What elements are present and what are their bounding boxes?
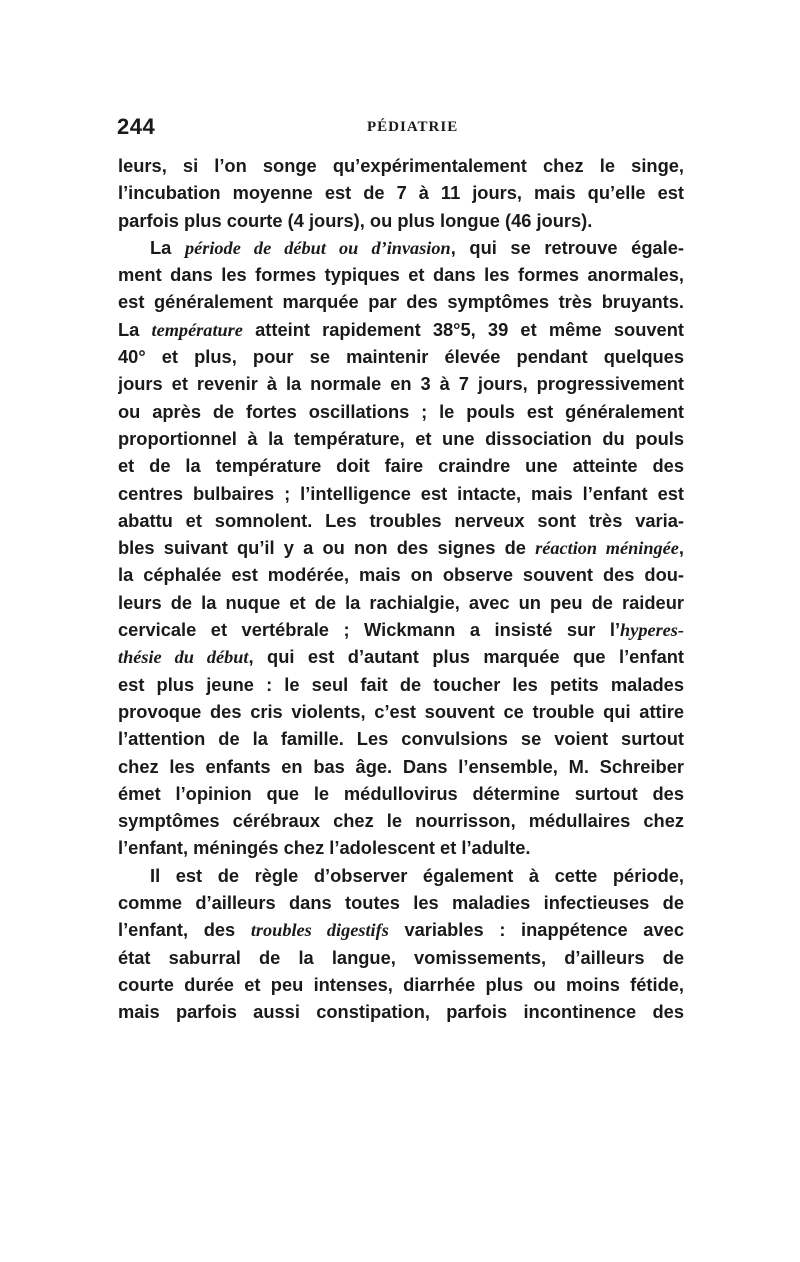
text-line <box>118 916 684 943</box>
text-line <box>118 725 684 752</box>
text-run: parfois plus courte (4 jours), ou plus longue (46 jours). <box>118 209 593 231</box>
text-run: mais parfois aussi constipation, parfois incontinence des <box>118 1001 684 1023</box>
text-line <box>118 616 684 643</box>
text-run: chez les enfants en bas âge. Dans l’ensemble, M. Schreiber <box>118 755 684 777</box>
text-line <box>118 807 684 834</box>
page-number: 244 <box>117 114 156 139</box>
text-run: leurs, si l’on songe qu’expérimentalement chez le singe, <box>118 155 684 176</box>
text-line <box>118 316 684 343</box>
text-run: abattu et somnolent. Les troubles nerveux sont très varia- <box>118 509 684 531</box>
italic-run: réaction méningée <box>535 538 679 559</box>
text-line <box>118 288 684 315</box>
text-run: 40° et plus, pour se maintenir élevée pendant quelques <box>118 346 684 368</box>
text-line <box>118 944 684 971</box>
text-line <box>118 643 684 670</box>
text-line <box>118 753 684 780</box>
text-line <box>118 152 684 179</box>
text-run: courte durée et peu intenses, diarrhée plus ou moins fétide, <box>118 973 684 995</box>
text-line <box>118 671 684 698</box>
text-run: ment dans les formes typiques et dans les formes anormales, <box>118 264 684 286</box>
italic-run: thésie du début <box>118 647 249 668</box>
text-run: La <box>118 318 152 340</box>
text-run: comme d’ailleurs dans toutes les maladies infectieuses de <box>118 892 684 914</box>
text-run: l’incubation moyenne est de 7 à 11 jours, mais qu’elle est <box>118 182 684 204</box>
text-line <box>118 561 684 588</box>
text-run: leurs de la nuque et de la rachialgie, avec un peu de raideur <box>118 591 684 613</box>
text-run: est plus jeune : le seul fait de toucher les petits malades <box>118 673 684 695</box>
italic-run: température <box>151 319 243 340</box>
text-line <box>118 207 684 234</box>
text-line <box>118 425 684 452</box>
body-text <box>118 152 684 1026</box>
text-line <box>118 889 684 916</box>
italic-run: hyperes- <box>620 620 684 641</box>
text-run: état saburral de la langue, vomissements, d’ailleurs de <box>118 946 684 968</box>
text-run: bles suivant qu’il y a ou non des signes de <box>118 537 536 559</box>
text-line <box>118 452 684 479</box>
text-run: symptômes cérébraux chez le nourrisson, médullaires chez <box>118 810 684 832</box>
text-line <box>118 507 684 534</box>
text-line <box>118 698 684 725</box>
text-run: atteint rapidement 38°5, 39 et même souvent <box>242 318 684 340</box>
text-line <box>118 971 684 998</box>
text-run: cervicale et vertébrale ; Wickmann a insisté sur l’ <box>118 619 621 641</box>
text-line <box>118 261 684 288</box>
text-run: l’attention de la famille. Les convulsions se voient surtout <box>118 728 684 750</box>
text-run: centres bulbaires ; l’intelligence est intacte, mais l’enfant est <box>118 482 684 504</box>
text-run: , qui se retrouve égale- <box>450 236 684 258</box>
text-line <box>118 343 684 370</box>
text-line <box>118 179 684 206</box>
text-run: provoque des cris violents, c’est souvent ce trouble qui attire <box>118 700 684 722</box>
text-run: jours et revenir à la normale en 3 à 7 jours, progressivement <box>118 373 684 395</box>
text-line <box>118 780 684 807</box>
text-run: et de la température doit faire craindre une atteinte des <box>118 455 684 477</box>
text-line <box>118 589 684 616</box>
text-run: émet l’opinion que le médullovirus détermine surtout des <box>118 782 684 804</box>
text-run: Il est de règle d’observer également à cette période, <box>150 864 684 886</box>
text-run: l’enfant, méningés chez l’adolescent et l’adulte. <box>118 837 531 859</box>
text-run: , <box>678 537 684 559</box>
text-line <box>118 398 684 425</box>
text-line <box>118 998 684 1025</box>
text-line <box>118 234 684 261</box>
text-run: l’enfant, des <box>118 919 251 941</box>
text-run: , qui est d’autant plus marquée que l’enfant <box>248 646 684 668</box>
text-run: proportionnel à la température, et une dissociation du pouls <box>118 427 684 449</box>
text-run: La <box>150 236 185 258</box>
text-run: est généralement marquée par des symptômes très bruyants. <box>118 291 684 313</box>
text-line <box>118 480 684 507</box>
text-run: variables : inappétence avec <box>388 919 684 941</box>
text-run: la céphalée est modérée, mais on observe souvent des dou- <box>118 564 684 586</box>
italic-run: troubles digestifs <box>250 920 389 941</box>
italic-run: période de début ou d’invasion <box>184 237 451 258</box>
text-line <box>118 370 684 397</box>
running-head <box>117 114 682 142</box>
text-line <box>118 534 684 561</box>
text-line <box>118 862 684 889</box>
text-run: ou après de fortes oscillations ; le pouls est généralement <box>118 400 684 422</box>
running-title: PÉDIATRIE <box>367 119 459 135</box>
text-line <box>118 834 684 861</box>
